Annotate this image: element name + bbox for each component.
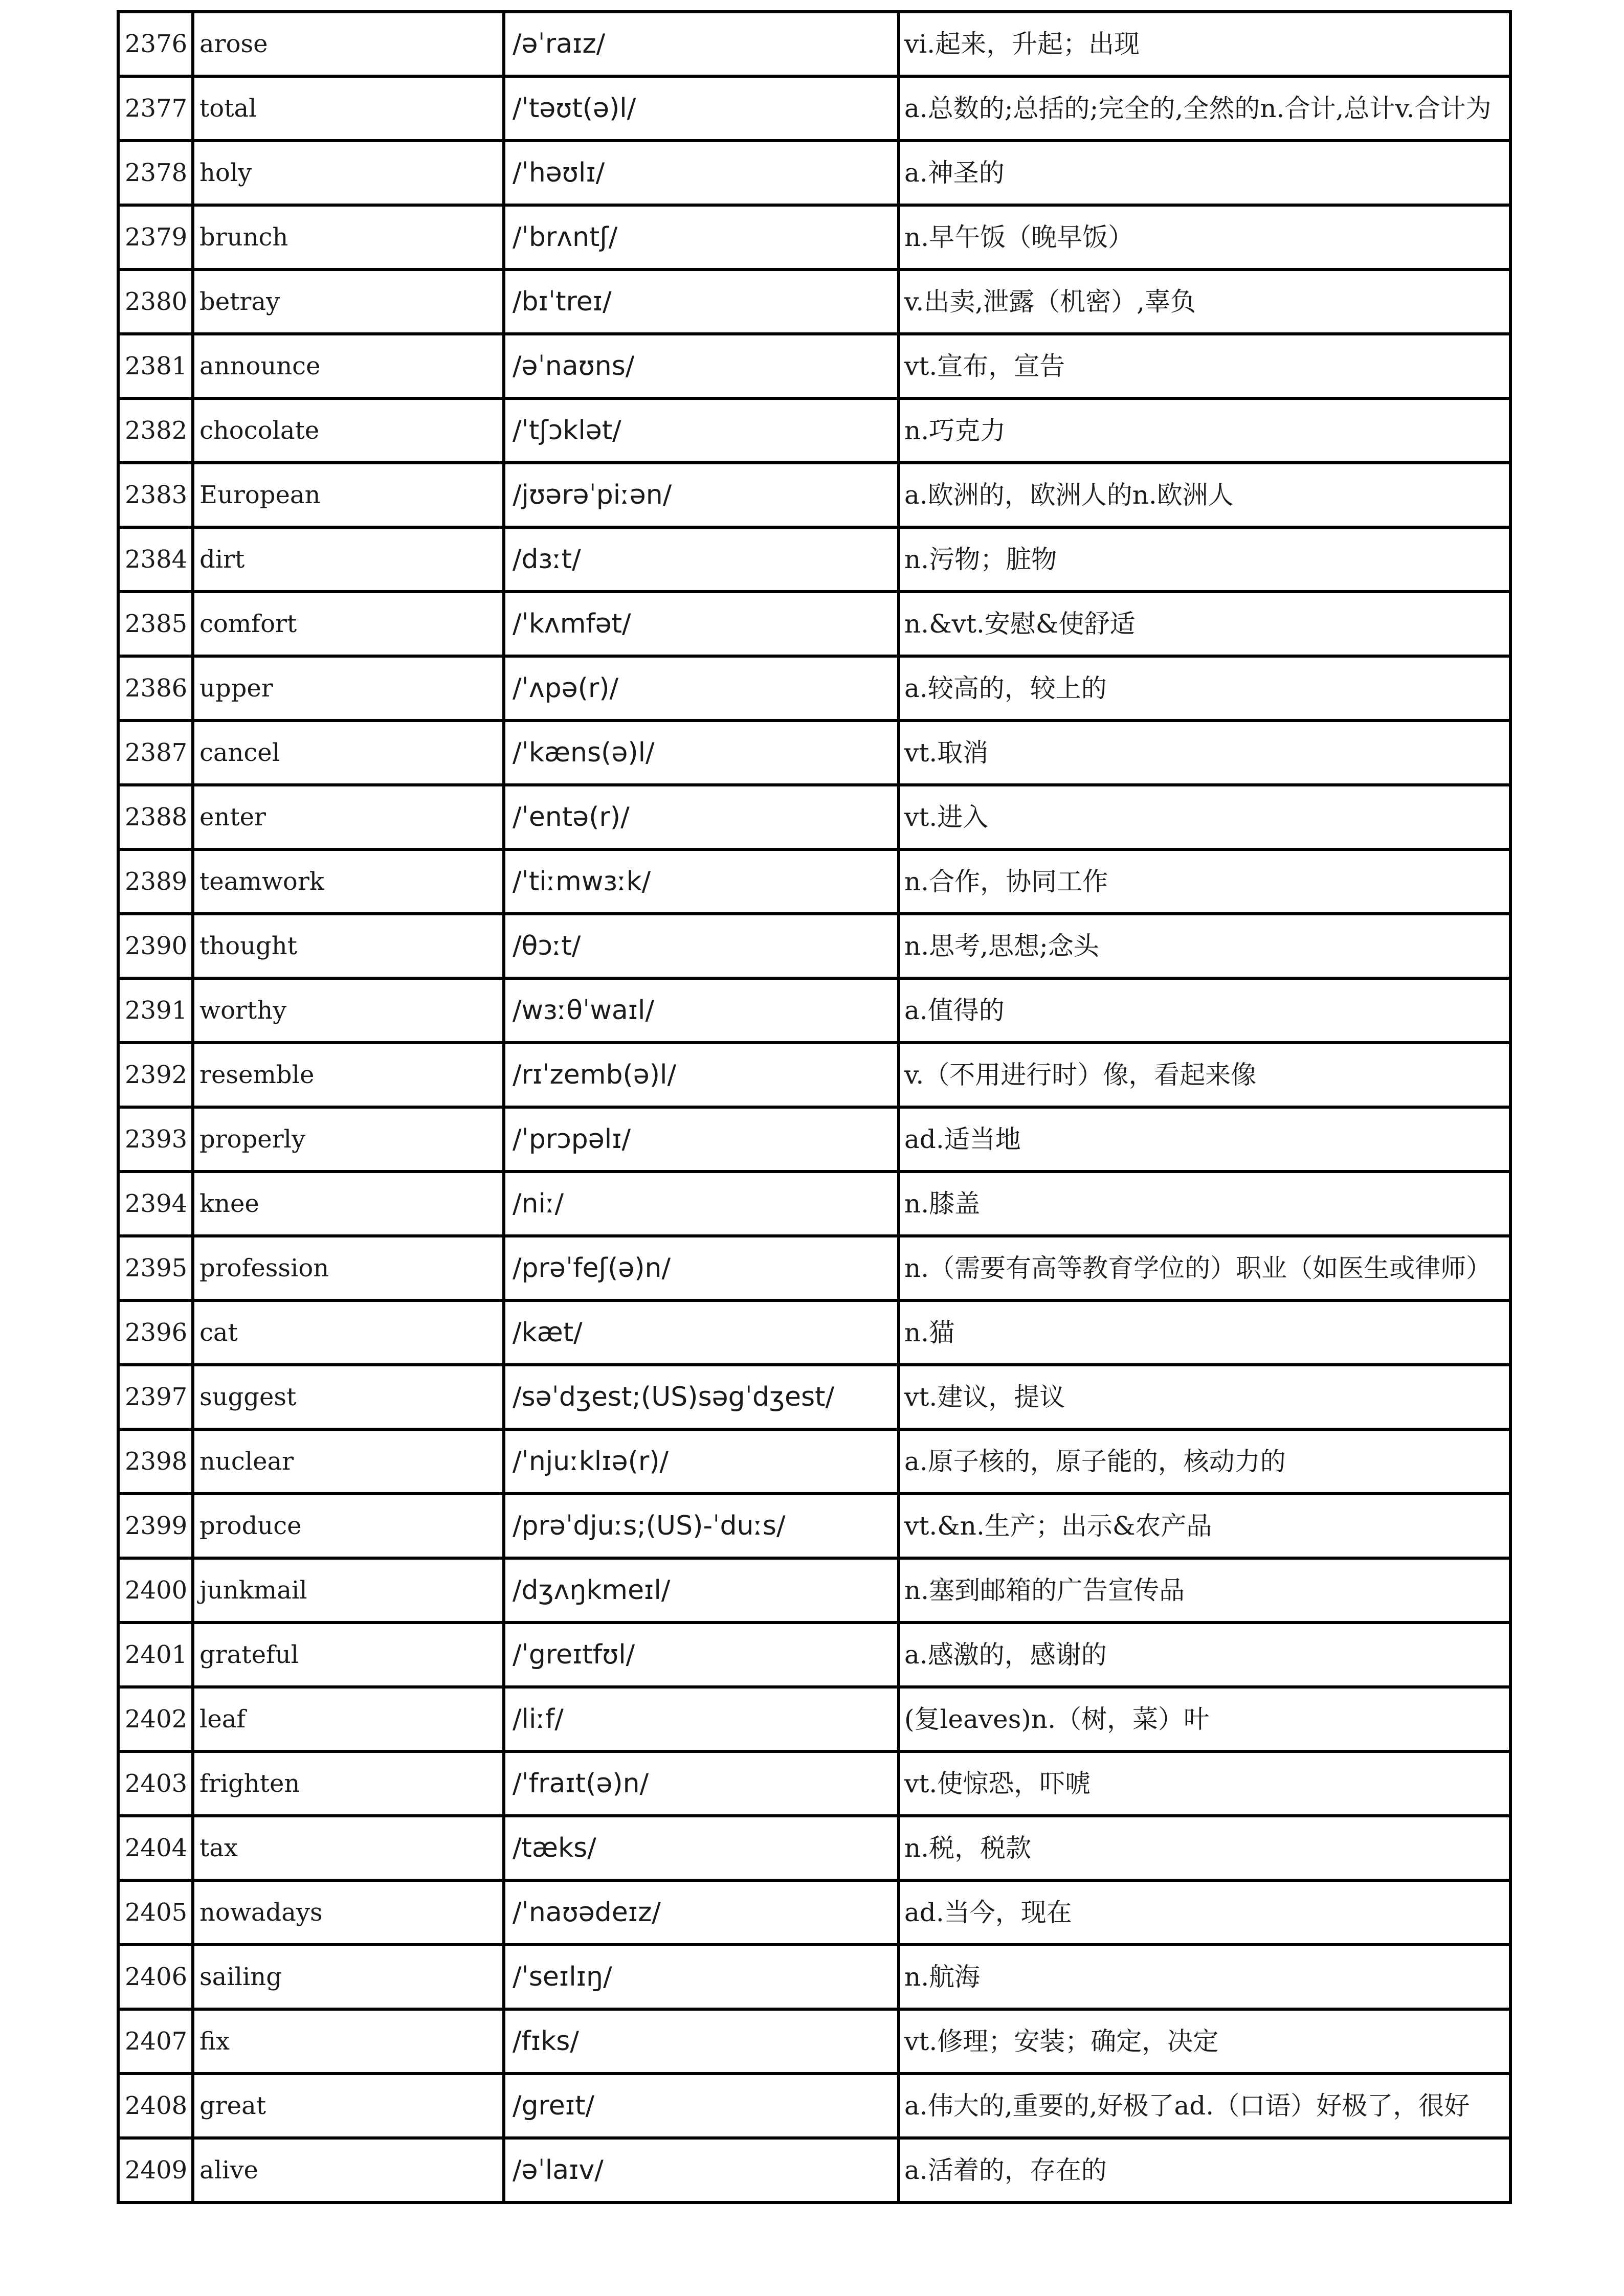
entry-phonetic: /bɪˈtreɪ/: [504, 269, 899, 334]
entry-phonetic: /ˈfraɪt(ə)n/: [504, 1751, 899, 1816]
entry-word: tax: [193, 1816, 504, 1880]
table-row: [118, 1429, 1510, 1494]
entry-word: grateful: [193, 1623, 504, 1687]
entry-phonetic: /ˈbrʌntʃ/: [504, 205, 899, 269]
entry-phonetic: /prəˈdjuːs;(US)-ˈduːs/: [504, 1494, 899, 1558]
entry-phonetic: /dʒʌŋkmeɪl/: [504, 1558, 899, 1623]
table-row: [118, 141, 1510, 205]
entry-word: junkmail: [193, 1558, 504, 1623]
entry-definition: vt.建议，提议: [899, 1365, 1510, 1429]
entry-word: enter: [193, 785, 504, 849]
vocabulary-table: [117, 10, 1512, 2204]
entry-phonetic: /ˈtiːmwɜːk/: [504, 849, 899, 914]
table-row: [118, 2074, 1510, 2138]
entry-definition: a.伟大的,重要的,好极了ad.（口语）好极了，很好: [899, 2074, 1510, 2138]
entry-phonetic: /greɪt/: [504, 2074, 899, 2138]
entry-definition: a.神圣的: [899, 141, 1510, 205]
entry-word: produce: [193, 1494, 504, 1558]
entry-word: fix: [193, 2009, 504, 2074]
vocabulary-table-body: [118, 12, 1510, 2202]
entry-number: 2380: [118, 269, 193, 334]
entry-number: 2377: [118, 76, 193, 141]
entry-number: 2379: [118, 205, 193, 269]
entry-definition: vi.起来，升起；出现: [899, 12, 1510, 76]
entry-number: 2409: [118, 2138, 193, 2202]
entry-definition: a.活着的，存在的: [899, 2138, 1510, 2202]
entry-definition: v.（不用进行时）像，看起来像: [899, 1043, 1510, 1107]
table-row: [118, 205, 1510, 269]
entry-number: 2400: [118, 1558, 193, 1623]
entry-word: total: [193, 76, 504, 141]
entry-word: thought: [193, 914, 504, 978]
table-row: [118, 2009, 1510, 2074]
entry-number: 2391: [118, 978, 193, 1043]
table-row: [118, 12, 1510, 76]
entry-word: upper: [193, 656, 504, 721]
entry-number: 2390: [118, 914, 193, 978]
entry-definition: vt.宣布，宣告: [899, 334, 1510, 398]
entry-phonetic: /jʊərəˈpiːən/: [504, 463, 899, 527]
table-row: [118, 398, 1510, 463]
entry-phonetic: /ˈkʌmfət/: [504, 592, 899, 656]
entry-number: 2381: [118, 334, 193, 398]
table-row: [118, 527, 1510, 592]
entry-word: teamwork: [193, 849, 504, 914]
entry-phonetic: /ˈhəʊlɪ/: [504, 141, 899, 205]
entry-word: announce: [193, 334, 504, 398]
entry-word: sailing: [193, 1945, 504, 2009]
entry-number: 2384: [118, 527, 193, 592]
table-row: [118, 849, 1510, 914]
entry-definition: n.污物；脏物: [899, 527, 1510, 592]
entry-phonetic: /ˈnjuːklɪə(r)/: [504, 1429, 899, 1494]
table-row: [118, 1751, 1510, 1816]
entry-number: 2383: [118, 463, 193, 527]
entry-definition: (复leaves)n.（树，菜）叶: [899, 1687, 1510, 1751]
entry-number: 2408: [118, 2074, 193, 2138]
entry-number: 2392: [118, 1043, 193, 1107]
entry-phonetic: /ˈprɔpəlɪ/: [504, 1107, 899, 1172]
entry-number: 2396: [118, 1300, 193, 1365]
table-row: [118, 76, 1510, 141]
entry-word: alive: [193, 2138, 504, 2202]
entry-phonetic: /dɜːt/: [504, 527, 899, 592]
entry-word: brunch: [193, 205, 504, 269]
table-row: [118, 592, 1510, 656]
entry-word: nowadays: [193, 1880, 504, 1945]
table-row: [118, 1880, 1510, 1945]
entry-word: suggest: [193, 1365, 504, 1429]
entry-definition: n.巧克力: [899, 398, 1510, 463]
entry-number: 2405: [118, 1880, 193, 1945]
table-row: [118, 978, 1510, 1043]
entry-phonetic: /ˈtəʊt(ə)l/: [504, 76, 899, 141]
entry-number: 2398: [118, 1429, 193, 1494]
entry-definition: a.较高的，较上的: [899, 656, 1510, 721]
entry-phonetic: /ˈʌpə(r)/: [504, 656, 899, 721]
entry-number: 2402: [118, 1687, 193, 1751]
entry-phonetic: /ˈentə(r)/: [504, 785, 899, 849]
entry-phonetic: /niː/: [504, 1172, 899, 1236]
entry-phonetic: /ˈnaʊədeɪz/: [504, 1880, 899, 1945]
entry-definition: n.早午饭（晚早饭）: [899, 205, 1510, 269]
table-row: [118, 269, 1510, 334]
entry-definition: n.航海: [899, 1945, 1510, 2009]
entry-definition: v.出卖,泄露（机密）,辜负: [899, 269, 1510, 334]
entry-word: arose: [193, 12, 504, 76]
entry-phonetic: /θɔːt/: [504, 914, 899, 978]
entry-definition: a.原子核的，原子能的，核动力的: [899, 1429, 1510, 1494]
entry-number: 2388: [118, 785, 193, 849]
entry-word: frighten: [193, 1751, 504, 1816]
entry-definition: a.总数的;总括的;完全的,全然的n.合计,总计v.合计为: [899, 76, 1510, 141]
table-row: [118, 1236, 1510, 1300]
entry-word: European: [193, 463, 504, 527]
table-row: [118, 1623, 1510, 1687]
table-row: [118, 721, 1510, 785]
table-row: [118, 1043, 1510, 1107]
table-row: [118, 1172, 1510, 1236]
entry-phonetic: /fɪks/: [504, 2009, 899, 2074]
entry-number: 2386: [118, 656, 193, 721]
entry-number: 2401: [118, 1623, 193, 1687]
entry-definition: vt.&n.生产；出示&农产品: [899, 1494, 1510, 1558]
entry-word: nuclear: [193, 1429, 504, 1494]
entry-definition: n.&vt.安慰&使舒适: [899, 592, 1510, 656]
entry-definition: a.感激的，感谢的: [899, 1623, 1510, 1687]
entry-word: properly: [193, 1107, 504, 1172]
entry-phonetic: /ˈgreɪtfʊl/: [504, 1623, 899, 1687]
table-row: [118, 1365, 1510, 1429]
entry-definition: vt.进入: [899, 785, 1510, 849]
entry-phonetic: /ˈseɪlɪŋ/: [504, 1945, 899, 2009]
entry-definition: n.合作，协同工作: [899, 849, 1510, 914]
entry-number: 2378: [118, 141, 193, 205]
entry-phonetic: /prəˈfeʃ(ə)n/: [504, 1236, 899, 1300]
entry-phonetic: /tæks/: [504, 1816, 899, 1880]
entry-number: 2387: [118, 721, 193, 785]
table-row: [118, 914, 1510, 978]
entry-number: 2406: [118, 1945, 193, 2009]
entry-number: 2393: [118, 1107, 193, 1172]
entry-word: leaf: [193, 1687, 504, 1751]
entry-definition: vt.修理；安装；确定，决定: [899, 2009, 1510, 2074]
entry-number: 2394: [118, 1172, 193, 1236]
entry-word: resemble: [193, 1043, 504, 1107]
table-row: [118, 1945, 1510, 2009]
entry-phonetic: /liːf/: [504, 1687, 899, 1751]
entry-word: betray: [193, 269, 504, 334]
entry-number: 2399: [118, 1494, 193, 1558]
entry-definition: n.（需要有高等教育学位的）职业（如医生或律师）: [899, 1236, 1510, 1300]
entry-definition: n.膝盖: [899, 1172, 1510, 1236]
entry-phonetic: /səˈdʒest;(US)səgˈdʒest/: [504, 1365, 899, 1429]
entry-definition: n.税，税款: [899, 1816, 1510, 1880]
entry-word: worthy: [193, 978, 504, 1043]
table-row: [118, 334, 1510, 398]
entry-word: cancel: [193, 721, 504, 785]
entry-definition: a.欧洲的，欧洲人的n.欧洲人: [899, 463, 1510, 527]
entry-number: 2395: [118, 1236, 193, 1300]
table-row: [118, 785, 1510, 849]
table-row: [118, 1558, 1510, 1623]
table-row: [118, 1107, 1510, 1172]
entry-word: holy: [193, 141, 504, 205]
entry-word: cat: [193, 1300, 504, 1365]
table-row: [118, 1494, 1510, 1558]
entry-phonetic: /rɪˈzemb(ə)l/: [504, 1043, 899, 1107]
entry-phonetic: /kæt/: [504, 1300, 899, 1365]
entry-word: great: [193, 2074, 504, 2138]
entry-number: 2376: [118, 12, 193, 76]
table-row: [118, 2138, 1510, 2202]
entry-word: profession: [193, 1236, 504, 1300]
table-row: [118, 1816, 1510, 1880]
entry-number: 2382: [118, 398, 193, 463]
entry-number: 2389: [118, 849, 193, 914]
entry-number: 2403: [118, 1751, 193, 1816]
entry-phonetic: /ˈkæns(ə)l/: [504, 721, 899, 785]
entry-definition: n.思考,思想;念头: [899, 914, 1510, 978]
entry-phonetic: /əˈnaʊns/: [504, 334, 899, 398]
entry-definition: n.塞到邮箱的广告宣传品: [899, 1558, 1510, 1623]
entry-number: 2407: [118, 2009, 193, 2074]
table-row: [118, 1687, 1510, 1751]
entry-phonetic: /ˈtʃɔklət/: [504, 398, 899, 463]
table-row: [118, 463, 1510, 527]
entry-word: knee: [193, 1172, 504, 1236]
table-row: [118, 656, 1510, 721]
entry-word: chocolate: [193, 398, 504, 463]
entry-definition: ad.适当地: [899, 1107, 1510, 1172]
entry-number: 2404: [118, 1816, 193, 1880]
entry-definition: vt.取消: [899, 721, 1510, 785]
entry-word: comfort: [193, 592, 504, 656]
entry-definition: vt.使惊恐，吓唬: [899, 1751, 1510, 1816]
entry-phonetic: /əˈlaɪv/: [504, 2138, 899, 2202]
entry-number: 2385: [118, 592, 193, 656]
entry-word: dirt: [193, 527, 504, 592]
entry-definition: n.猫: [899, 1300, 1510, 1365]
entry-phonetic: /əˈraɪz/: [504, 12, 899, 76]
entry-definition: ad.当今，现在: [899, 1880, 1510, 1945]
entry-number: 2397: [118, 1365, 193, 1429]
table-row: [118, 1300, 1510, 1365]
entry-definition: a.值得的: [899, 978, 1510, 1043]
entry-phonetic: /wɜːθˈwaɪl/: [504, 978, 899, 1043]
